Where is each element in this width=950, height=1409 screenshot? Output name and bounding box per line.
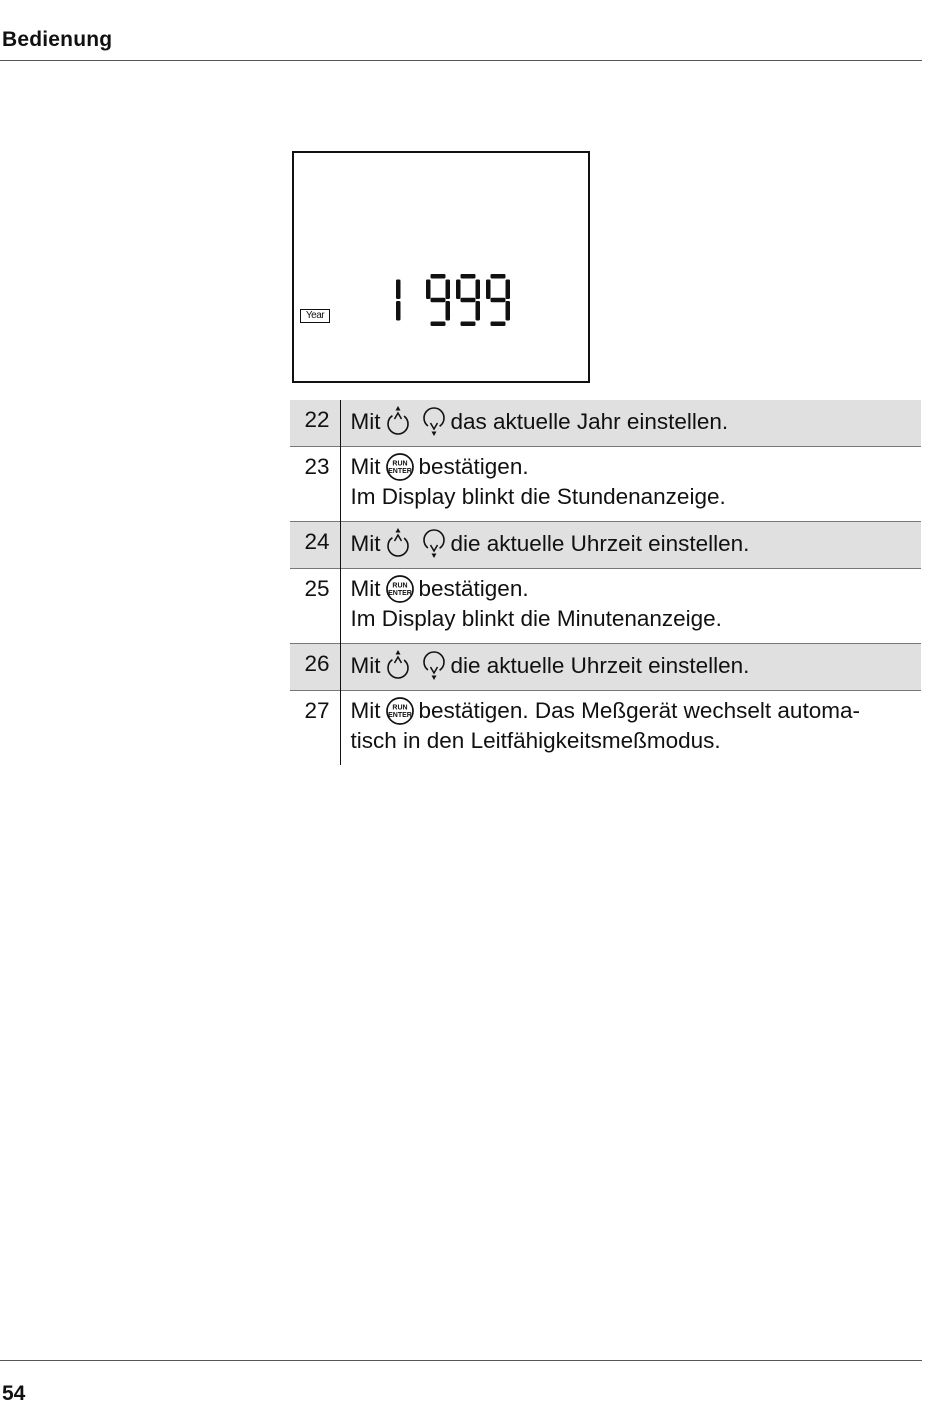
step-prefix: Mit xyxy=(350,576,381,601)
run-enter-key-icon xyxy=(385,574,415,604)
step-row xyxy=(290,691,921,766)
svg-text:ENTER: ENTER xyxy=(387,590,412,597)
page-number: 54 xyxy=(2,1382,26,1405)
step-instruction xyxy=(340,400,921,447)
step-instruction xyxy=(340,691,921,766)
digit-segment xyxy=(446,280,451,300)
svg-text:ENTER: ENTER xyxy=(387,468,412,475)
steps-table xyxy=(290,400,921,765)
run-enter-key-icon xyxy=(385,452,415,482)
step-number-text: 26 xyxy=(304,651,330,676)
digit-segment xyxy=(396,280,401,300)
digit-segment xyxy=(396,301,401,321)
digit-segment xyxy=(461,298,476,303)
step-number xyxy=(290,447,340,522)
digit-segment xyxy=(506,301,511,321)
digit-segment xyxy=(491,274,506,279)
digit-segment xyxy=(506,280,511,300)
step-text-line2: Im Display blinkt die Minutenanzeige. xyxy=(350,606,722,631)
step-row xyxy=(290,400,921,447)
down-arrow-key-icon xyxy=(421,649,447,681)
svg-text:RUN: RUN xyxy=(391,460,408,468)
run-enter-key-icon xyxy=(385,696,415,726)
step-number xyxy=(290,691,340,766)
display-value xyxy=(392,271,522,336)
step-row xyxy=(290,569,921,644)
digit-segment xyxy=(461,274,476,279)
step-number xyxy=(290,400,340,447)
footer-rule xyxy=(0,1360,922,1361)
digit-segment xyxy=(431,322,446,327)
digit-segment xyxy=(476,280,481,300)
svg-text:RUN: RUN xyxy=(391,582,408,590)
digit-segment xyxy=(431,298,446,303)
up-arrow-key-icon xyxy=(385,649,411,681)
step-number xyxy=(290,522,340,569)
svg-text:RUN: RUN xyxy=(391,704,408,712)
up-arrow-key-icon xyxy=(385,527,411,559)
step-text: die aktuelle Uhrzeit einstellen. xyxy=(450,531,750,556)
step-number xyxy=(290,569,340,644)
digit-segment xyxy=(446,301,451,321)
step-row xyxy=(290,447,921,522)
step-instruction xyxy=(340,644,921,691)
step-number xyxy=(290,644,340,691)
step-text-line2: Im Display blinkt die Stundenanzeige. xyxy=(350,484,726,509)
down-arrow-key-icon xyxy=(421,527,447,559)
header-rule xyxy=(0,60,922,61)
digit-segment xyxy=(456,280,461,300)
step-text: bestätigen. xyxy=(418,454,529,479)
display-label-year: Year xyxy=(300,309,330,323)
seven-segment-digits xyxy=(392,271,522,331)
header-title: Bedienung xyxy=(2,28,113,51)
step-number-text: 23 xyxy=(304,454,330,479)
step-text: bestätigen. xyxy=(418,576,529,601)
up-arrow-key-icon xyxy=(385,405,411,437)
step-text: bestätigen. Das Meßgerät wechselt automa- xyxy=(418,698,860,723)
step-text: die aktuelle Uhrzeit einstellen. xyxy=(450,653,750,678)
digit-segment xyxy=(476,301,481,321)
step-row xyxy=(290,522,921,569)
step-prefix: Mit xyxy=(350,409,381,434)
svg-text:ENTER: ENTER xyxy=(387,712,412,719)
step-prefix: Mit xyxy=(350,531,381,556)
digit-segment xyxy=(461,322,476,327)
step-prefix: Mit xyxy=(350,653,381,678)
digit-segment xyxy=(431,274,446,279)
digit-segment xyxy=(486,280,491,300)
step-instruction xyxy=(340,522,921,569)
step-prefix: Mit xyxy=(350,698,381,723)
step-row xyxy=(290,644,921,691)
step-number-text: 24 xyxy=(304,529,330,554)
digit-segment xyxy=(491,298,506,303)
step-number-text: 22 xyxy=(304,407,330,432)
step-prefix: Mit xyxy=(350,454,381,479)
step-text: das aktuelle Jahr einstellen. xyxy=(450,409,729,434)
lcd-display xyxy=(292,151,590,383)
step-number-text: 27 xyxy=(304,698,330,723)
digit-segment xyxy=(491,322,506,327)
step-instruction xyxy=(340,569,921,644)
digit-segment xyxy=(426,280,431,300)
step-text-line2: tisch in den Leitfähigkeitsmeßmodus. xyxy=(350,728,721,753)
step-instruction xyxy=(340,447,921,522)
down-arrow-key-icon xyxy=(421,405,447,437)
step-number-text: 25 xyxy=(304,576,330,601)
